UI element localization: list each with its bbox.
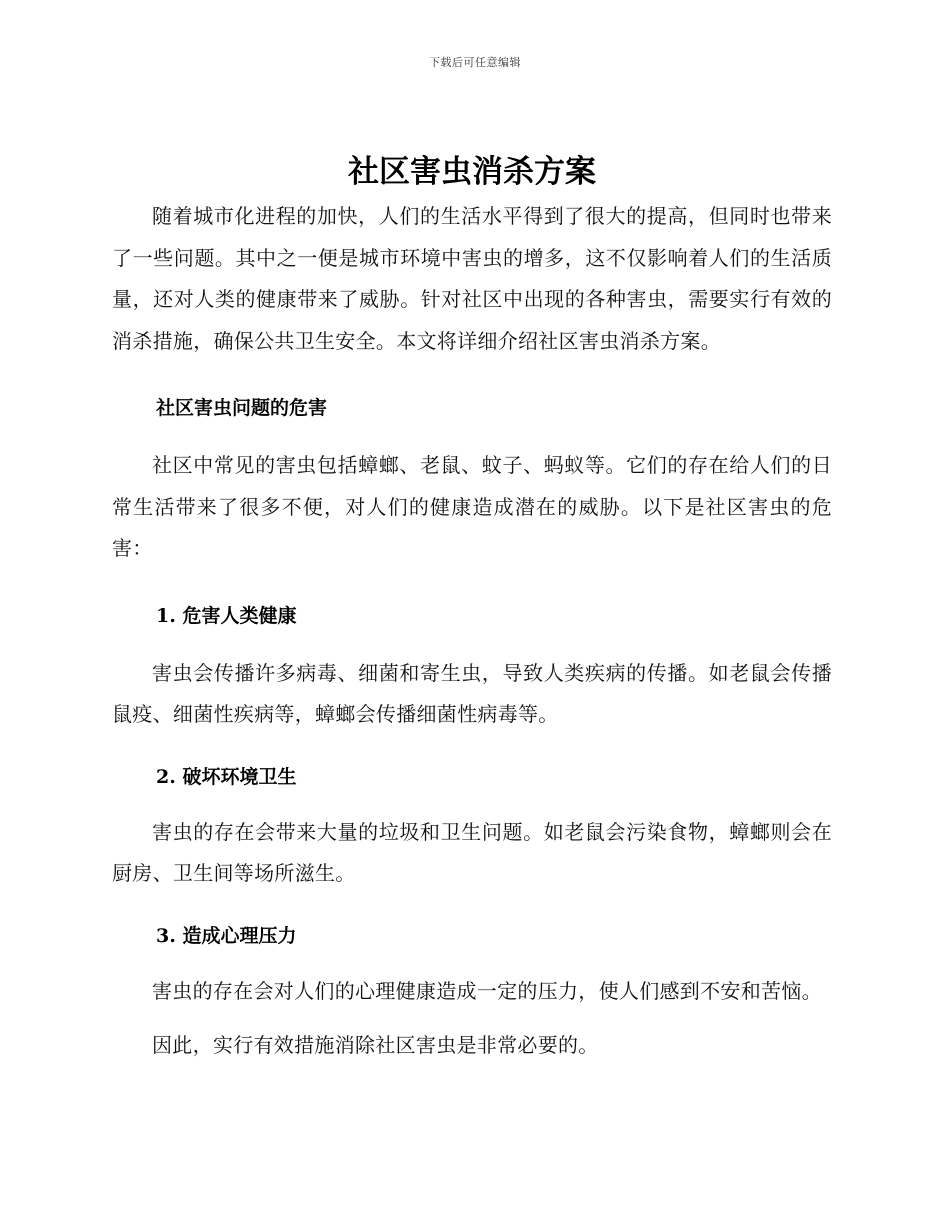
item-heading-1: 1. 危害人类健康 <box>156 604 297 627</box>
document-title: 社区害虫消杀方案 <box>348 154 596 190</box>
section-heading: 社区害虫问题的危害 <box>156 397 328 419</box>
intro-paragraph: 随着城市化进程的加快，人们的生活水平得到了很大的提高，但同时也带来了一些问题。其中之一便是城市环境中害虫的增多，这不仅影响着人们的生活质量，还对人类的健康带来了威胁。针对社区中出现的各种害虫，需要实行有效的消杀措施，确保公共卫生安全。本文将详细介绍社区害虫消杀方案。 <box>112 204 832 353</box>
header-note: 下载后可任意编辑 <box>429 56 521 69</box>
section-paragraph: 社区中常见的害虫包括蟑螂、老鼠、蚊子、蚂蚁等。它们的存在给人们的日常生活带来了很多不便，对人们的健康造成潜在的威胁。以下是社区害虫的危害： <box>112 453 832 560</box>
item-text-1: 害虫会传播许多病毒、细菌和寄生虫，导致人类疾病的传播。如老鼠会传播鼠疫、细菌性疾病等，蟑螂会传播细菌性病毒等。 <box>112 660 832 726</box>
item-heading-3: 3. 造成心理压力 <box>156 924 297 947</box>
item-text-2: 害虫的存在会带来大量的垃圾和卫生问题。如老鼠会污染食物，蟑螂则会在厨房、卫生间等场所滋生。 <box>112 819 832 885</box>
item-text-3: 害虫的存在会对人们的心理健康造成一定的压力，使人们感到不安和苦恼。 <box>152 978 822 1003</box>
document-body <box>112 150 832 1067</box>
conclusion-paragraph: 因此，实行有效措施消除社区害虫是非常必要的。 <box>152 1033 599 1057</box>
item-heading-2: 2. 破坏环境卫生 <box>156 765 297 788</box>
